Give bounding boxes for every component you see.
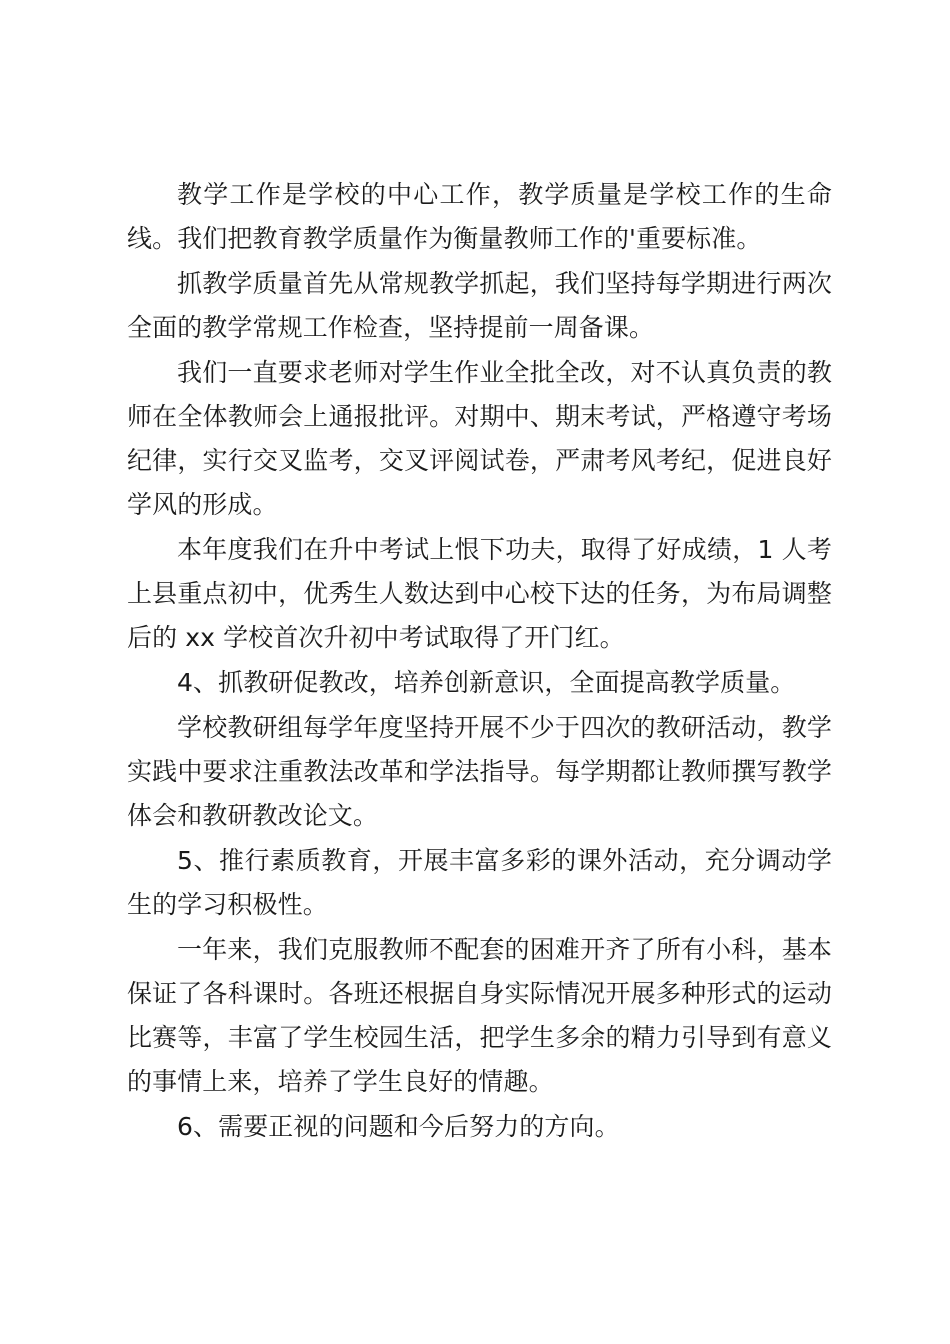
paragraph: 本年度我们在升中考试上恨下功夫，取得了好成绩，1 人考上县重点初中，优秀生人数达到中心校下达的任务，为布局调整后的 xx 学校首次升初中考试取得了开门红。	[127, 535, 832, 652]
paragraph: 学校教研组每学年度坚持开展不少于四次的教研活动，教学实践中要求注重教法改革和学法指导。每学期都让教师撰写教学体会和教研教改论文。	[127, 713, 832, 830]
paragraph: 教学工作是学校的中心工作，教学质量是学校工作的生命线。我们把教育教学质量作为衡量教师工作的'重要标准。	[127, 180, 832, 253]
section-heading: 5、推行素质教育，开展丰富多彩的课外活动，充分调动学生的学习积极性。	[127, 846, 832, 919]
paragraph: 我们一直要求老师对学生作业全批全改，对不认真负责的教师在全体教师会上通报批评。对期中、期末考试，严格遵守考场纪律，实行交叉监考，交叉评阅试卷，严肃考风考纪，促进良好学风的形成。	[127, 358, 832, 519]
document-body	[127, 173, 832, 1150]
paragraph: 抓教学质量首先从常规教学抓起，我们坚持每学期进行两次全面的教学常规工作检查，坚持提前一周备课。	[127, 269, 832, 342]
section-heading: 6、需要正视的问题和今后努力的方向。	[177, 1112, 620, 1141]
paragraph: 一年来，我们克服教师不配套的困难开齐了所有小科，基本保证了各科课时。各班还根据自身实际情况开展多种形式的运动比赛等，丰富了学生校园生活，把学生多余的精力引导到有意义的事情上来，培养了学生良好的情趣。	[127, 935, 832, 1096]
section-heading: 4、抓教研促教改，培养创新意识，全面提高教学质量。	[177, 668, 796, 697]
